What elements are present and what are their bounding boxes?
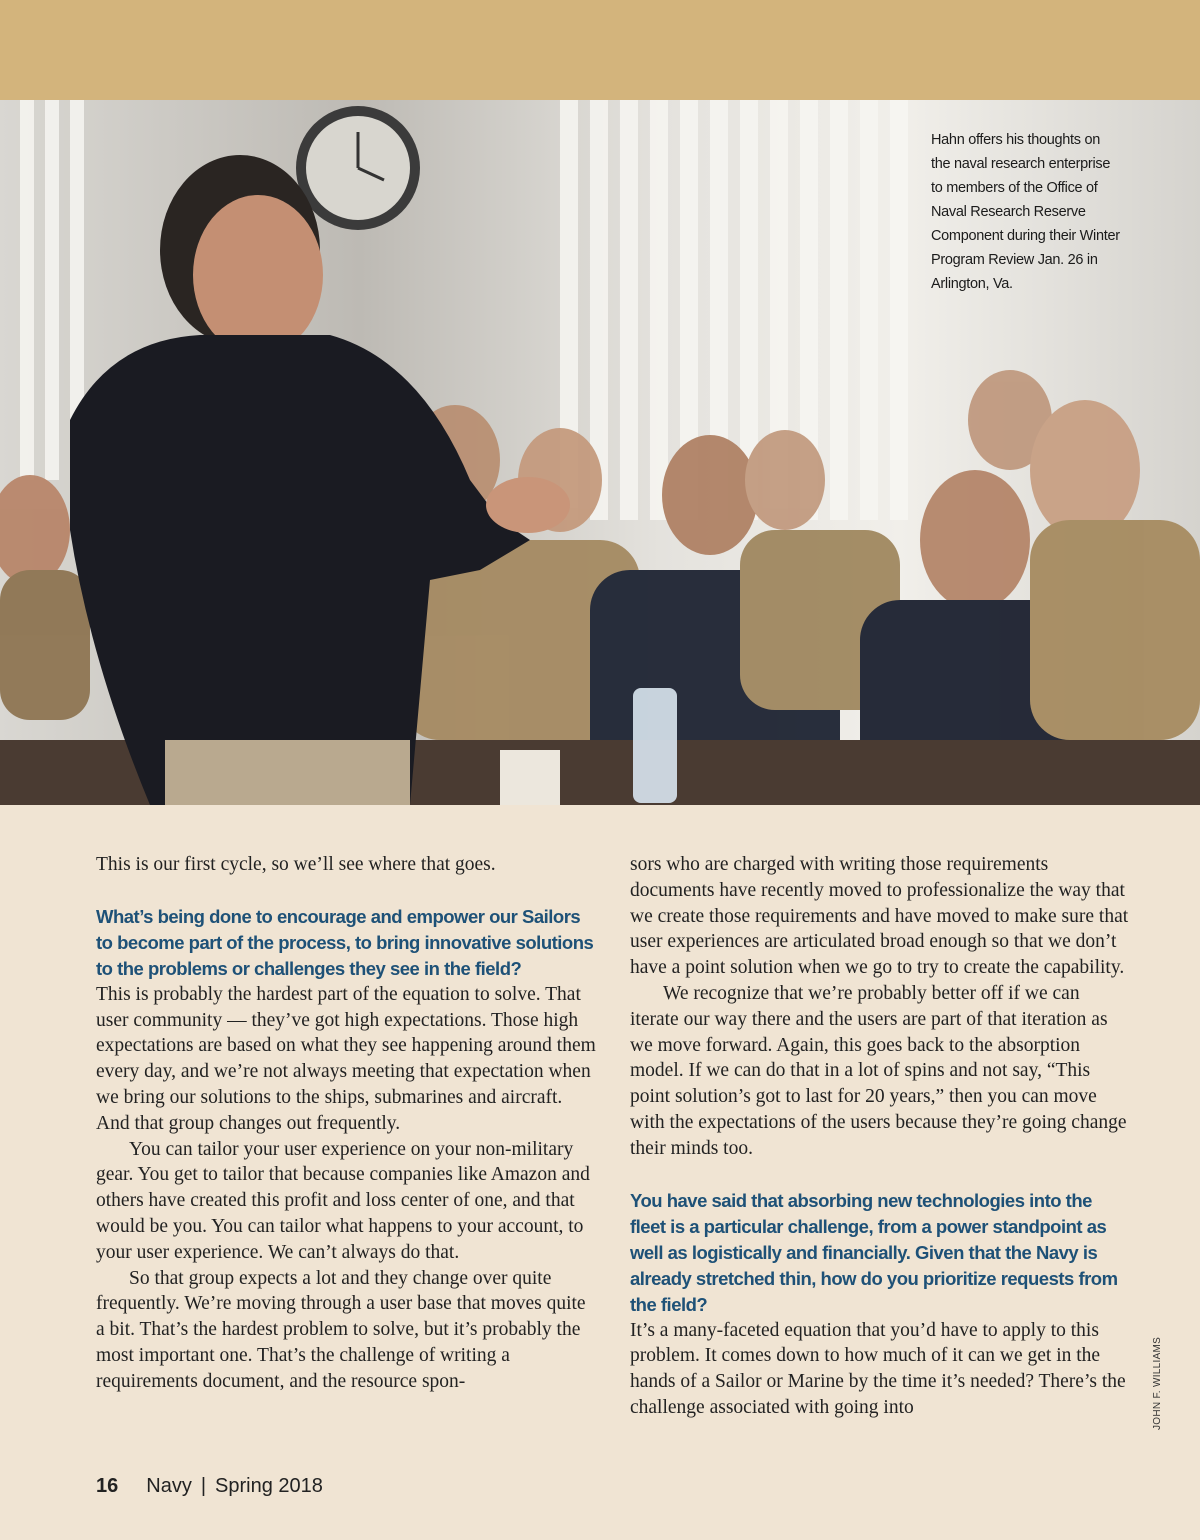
page-footer: [96, 1475, 323, 1498]
paragraph: We recognize that we’re probably better off if we can iterate our way there and the users are part of that iteration as we move forward. Again, this goes back to the absorption model. If we can do that in a lot of spins and not say, “This point solution’s got to last for 20 years,” then you can move with the expectations of the users because they’re going change their minds too.: [630, 982, 1127, 1159]
interview-question: You have said that absorbing new technologies into the fleet is a particular challenge, from a power standpoint as well as logistically and financially. Given that the Navy is already stretched thin, how do you prioritize requests from the field?: [630, 1189, 1118, 1315]
photo-caption: Hahn offers his thoughts on the naval research enterprise to members of the Office of Naval Research Reserve Component during their Winter Program Review Jan. 26 in Arlington, Va.: [931, 132, 1120, 292]
footer-separator: |: [200, 1475, 207, 1497]
left-column: [96, 852, 596, 1395]
interview-question: What’s being done to encourage and empower our Sailors to become part of the process, to bring innovative solutions to the problems or challenges they see in the field?: [96, 905, 594, 979]
magazine-name: Navy: [146, 1475, 192, 1497]
header-band: [0, 0, 1200, 100]
issue-date: Spring 2018: [215, 1475, 323, 1497]
paragraph: So that group expects a lot and they change over quite frequently. We’re moving through a user base that moves quite a bit. That’s the hardest problem to solve, but it’s probably the most important one. That’s the challenge of writing a requirements document, and the resource spon-: [96, 1267, 586, 1392]
paragraph: This is our first cycle, so we’ll see where that goes.: [96, 854, 496, 875]
page-number: 16: [96, 1475, 119, 1497]
paragraph: This is probably the hardest part of the equation to solve. That user community — they’ve got high expectations. Those high expectations are based on what they see happening around them every day, and we’re not always meeting that expectation when we bring our solutions to the ships, submarines and aircraft. And that group changes out frequently.: [96, 983, 596, 1134]
paragraph: You can tailor your user experience on your non-military gear. You get to tailor that because companies like Amazon and others have created this profit and loss center of one, and that would be you. You can tailor what happens to your account, to your user experience. We can’t always do that.: [96, 1138, 590, 1263]
paragraph: It’s a many-faceted equation that you’d have to apply to this problem. It comes down to how much of it can we get in the hands of a Sailor or Marine by the time it’s needed? There’s the challenge associated with going into: [630, 1319, 1126, 1418]
paragraph: sors who are charged with writing those requirements documents have recently moved to professionalize the way that we create those requirements and have moved to make sure that user experiences are articulated broad enough so that we don’t have a point solution when we go to try to create the capability.: [630, 854, 1129, 979]
right-column: [630, 852, 1130, 1421]
photo-credit: JOHN F. WILLIAMS: [1152, 1336, 1163, 1430]
